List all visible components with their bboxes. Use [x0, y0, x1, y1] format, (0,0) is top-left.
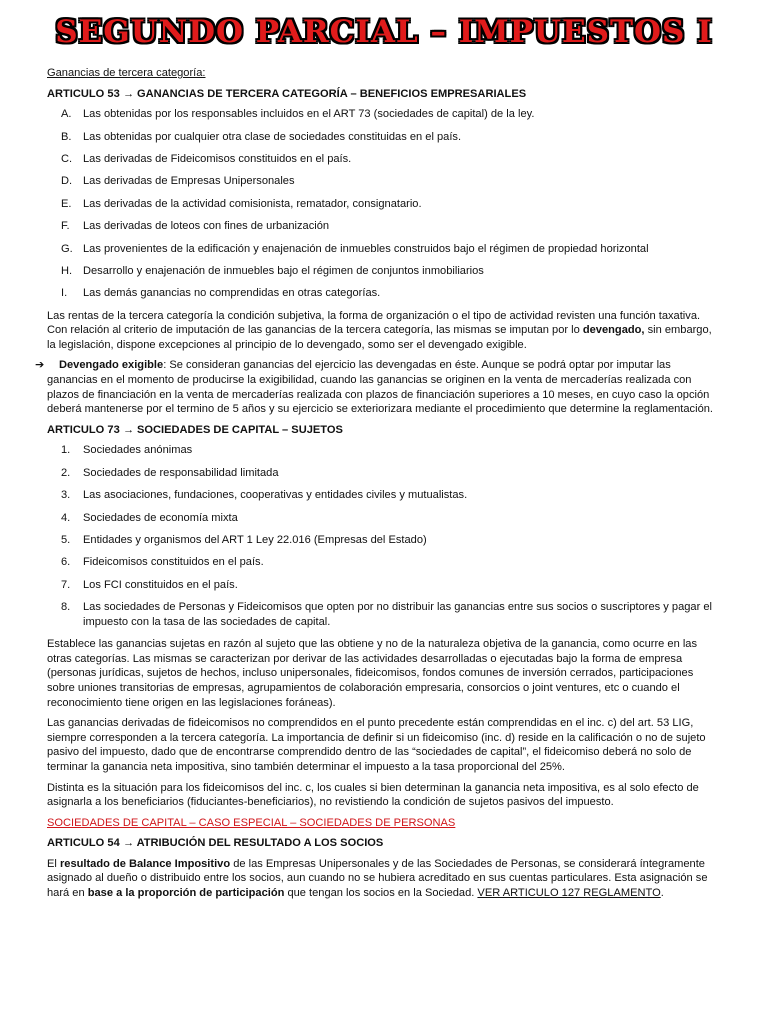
list-item-text: Los FCI constituidos en el país. — [83, 578, 238, 591]
list-item — [47, 600, 719, 629]
list-item — [47, 488, 719, 503]
art73-heading: ARTICULO 73 → SOCIEDADES DE CAPITAL – SUJETOS — [47, 423, 343, 436]
list-marker: A. — [61, 108, 72, 121]
special-case-heading: SOCIEDADES DE CAPITAL – CASO ESPECIAL – SOCIEDADES DE PERSONAS — [47, 816, 456, 829]
list-marker: F. — [61, 220, 70, 233]
list-item-text: Sociedades de responsabilidad limitada — [83, 466, 279, 479]
art73-list — [47, 443, 719, 629]
art53-list — [47, 107, 719, 301]
list-item — [47, 242, 719, 257]
list-item-text: Entidades y organismos del ART 1 Ley 22.016 (Empresas del Estado) — [83, 534, 427, 547]
list-item-text: Las provenientes de la edificación y enajenación de inmuebles construidos bajo el régimen de propiedad horizontal — [83, 242, 649, 255]
art73-paragraph-1: Establece las ganancias sujetas en razón al sujeto que las obtiene y no de la naturaleza objetiva de la ganancia, como ocurre en las otras categorías. Las mismas se caracterizan por derivar de las actividades desarrolladas o ejecutadas bajo la forma de empresa (personas jurídicas, sujetos de hechos, incluso unipersonales, fideicomisos, fondos comunes de inversión cerrados, participaciones sobre uniones transitorias de empresas, agrupamientos de colaboración empresaria, consorcios o joint ventures, etc o cuando el reconocimiento tiene origen en las legislaciones foráneas). — [47, 638, 698, 709]
list-item — [47, 466, 719, 481]
list-marker: 8. — [61, 601, 71, 614]
art73-paragraph-2: Las ganancias derivadas de fideicomisos no comprendidos en el punto precedente están comprendidas en el inc. c) del art. 53 LIG, siempre corresponden a la tercera categoría. La importancia de definir si un fideicomiso (inc. d) reside en la calificación o no de sujeto pasivo del impuesto, dado que de encontrarse comprendido dentro de las “sociedades de capital”, el fideicomiso deberá no solo de terminar la ganancia neta impositiva, sino también determinar el impuesto a la tasa proporcional del 25%. — [47, 717, 706, 773]
reglamento-reference-link[interactable]: VER ARTICULO 127 REGLAMENTO — [477, 887, 661, 900]
list-marker: D. — [61, 175, 73, 188]
list-item — [47, 152, 719, 167]
list-marker: 1. — [61, 444, 71, 457]
section-heading: Ganancias de tercera categoría: — [47, 67, 206, 79]
paragraph-text: Las rentas de la tercera categoría la condición subjetiva, la forma de organización o el tipo de actividad revisten una función taxativa. Con relación al criterio de imputación de las ganancias de la tercera categoría, las mismas se imputan por lo — [47, 309, 701, 337]
list-item-text: Fideicomisos constituidos en el país. — [83, 556, 264, 569]
list-item-text: Las demás ganancias no comprendidas en otras categorías. — [83, 287, 381, 300]
list-marker: B. — [61, 130, 72, 143]
list-item-text: Las derivadas de loteos con fines de urbanización — [83, 220, 330, 233]
list-item-text: Las derivadas de Empresas Unipersonales — [83, 175, 295, 188]
list-item — [47, 174, 719, 189]
arrow-bullet-icon: ➔ — [35, 359, 45, 372]
list-item-text: Las obtenidas por los responsables incluidos en el ART 73 (sociedades de capital) de la ley. — [83, 108, 535, 121]
list-item — [47, 511, 719, 526]
paragraph-text: El — [47, 857, 60, 870]
list-item-text: Sociedades de economía mixta — [83, 511, 238, 524]
list-marker: E. — [61, 197, 72, 210]
bold-term: base a la proporción de participación — [87, 887, 285, 900]
list-item-text: Desarrollo y enajenación de inmuebles bajo el régimen de conjuntos inmobiliarios — [83, 264, 484, 277]
bold-term: resultado de Balance Impositivo — [59, 857, 231, 870]
list-marker: 5. — [61, 534, 71, 547]
art53-paragraph — [47, 309, 719, 353]
paragraph-text: que tengan los socios en la Sociedad. — [284, 887, 478, 900]
list-marker: 7. — [61, 578, 71, 591]
document-body — [35, 66, 719, 907]
list-marker: C. — [61, 152, 73, 165]
list-marker: 3. — [61, 489, 71, 502]
list-item — [47, 219, 719, 234]
list-marker: 4. — [61, 511, 71, 524]
list-marker: 2. — [61, 466, 71, 479]
art54-heading: ARTICULO 54 → ATRIBUCIÓN DEL RESULTADO A LOS SOCIOS — [47, 837, 384, 850]
list-item — [47, 443, 719, 458]
list-item — [47, 533, 719, 548]
list-item-text: Las obtenidas por cualquier otra clase de sociedades constituidas en el país. — [83, 130, 462, 143]
list-marker: 6. — [61, 556, 71, 569]
bold-term: Devengado exigible — [59, 359, 164, 372]
list-item — [47, 264, 719, 279]
list-item-text: Las derivadas de Fideicomisos constituidos en el país. — [83, 152, 352, 165]
list-item-text: Las derivadas de la actividad comisionista, rematador, consignatario. — [83, 197, 422, 210]
bold-term: devengado, — [582, 324, 645, 337]
list-item — [47, 197, 719, 212]
list-marker: H. — [61, 264, 73, 277]
list-item — [47, 107, 719, 122]
list-marker: I. — [61, 287, 68, 300]
list-item-text: Las asociaciones, fundaciones, cooperativas y entidades civiles y mutualistas. — [83, 489, 468, 502]
paragraph-text: sin embargo, la legislación, dispone excepciones al principio de lo devengado, somo ser el devengado exigible. — [47, 324, 712, 351]
devengado-exigible-paragraph — [35, 358, 719, 416]
list-item — [47, 130, 719, 145]
list-item — [47, 555, 719, 570]
document-title: SEGUNDO PARCIAL – IMPUESTOS I — [55, 14, 713, 50]
art73-paragraph-3: Distinta es la situación para los fideicomisos del inc. c, los cuales si bien determinan la ganancia neta impositiva, es al solo efecto de asignarla a los beneficiarios (fiduciantes-beneficiarios), no revistiendo la condición de sujetos pasivos del impuesto. — [47, 781, 699, 809]
list-item-text: Las sociedades de Personas y Fideicomisos que opten por no distribuir las ganancias entre sus socios o suscriptores y pagar el impuesto con la tasa de las sociedades de capital. — [83, 601, 712, 628]
list-marker: G. — [61, 242, 73, 255]
paragraph-text: : Se consideran ganancias del ejercicio las devengadas en éste. Aunque se podrá optar por imputar las ganancias en el momento de producirse la exigibilidad, cuando las ganancias se originen en la venta de mercaderías realizada con plazos de financiación en la venta de mercaderías realizada con plazos de financiación superiores a 10 meses, en cuyo caso la opción deberá mantenerse por el termino de 5 años y su ejercicio se exteriorizara mediante el procedimiento que determine la reglamentación. — [47, 359, 713, 416]
list-item — [47, 578, 719, 593]
list-item — [47, 286, 719, 301]
paragraph-text: de las Empresas Unipersonales y de las Sociedades de Personas, se considerará íntegramente asignado al dueño o distribuido entre los socios, aun cuando no se hubiera acreditado en sus cuentas particulares. Esta asignación se hará en — [47, 857, 708, 900]
list-item-text: Sociedades anónimas — [83, 444, 193, 457]
paragraph-text: . — [660, 887, 664, 900]
art53-heading: ARTICULO 53 → GANANCIAS DE TERCERA CATEGORÍA – BENEFICIOS EMPRESARIALES — [47, 87, 527, 100]
art54-paragraph — [47, 857, 719, 901]
